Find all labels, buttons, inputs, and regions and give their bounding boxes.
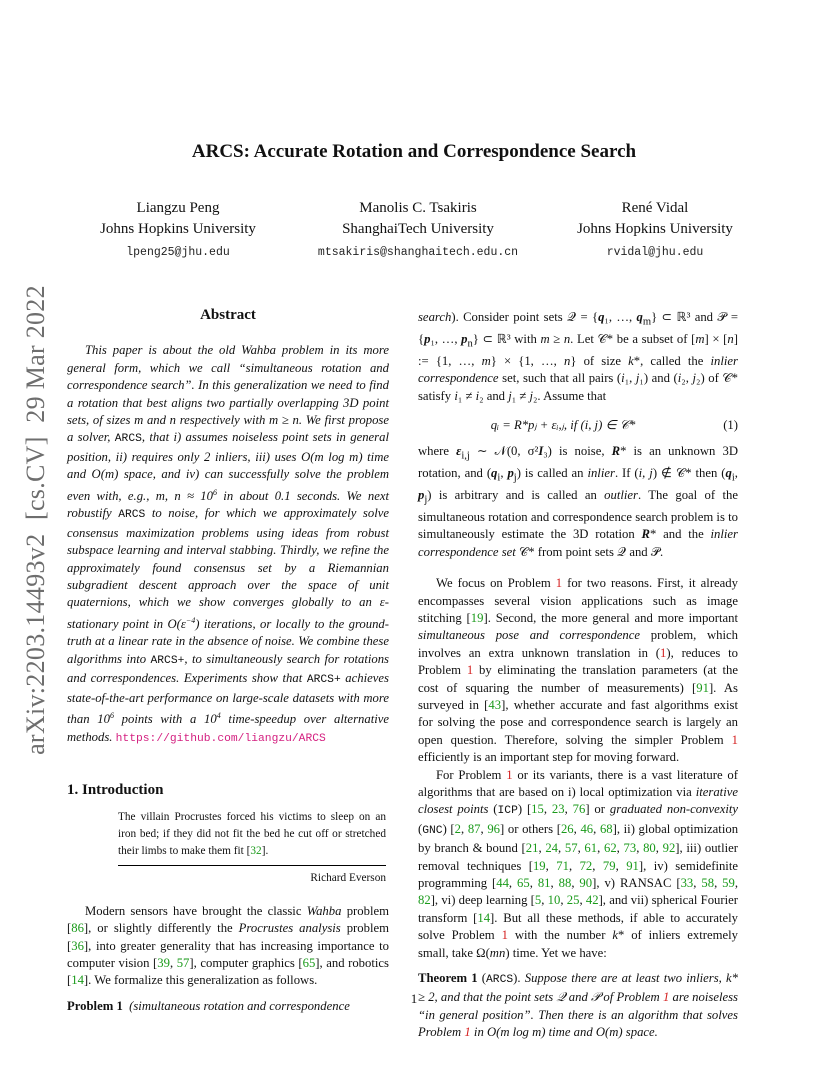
abstract-body: This paper is about the old Wahba problem in its more general form, which we call “simultaneous rotation and correspondence search”. In this generalization we need to find a rotation that best aligns two partially overlapping 3D point sets, of sizes m and n respectively with m ≥ n. We first propose a solver, ARCS, that i) assumes noiseless point sets in general position, ii) requires only 2 inliers, iii) uses O(m log m) time and O(m) space, and iv) can successfully solve the problem even with, e.g., m, $n \approx 10^6$ in about 0.1 seconds. We next robustify ARCS to noise, for which we approximately solve consensus maximization problems using ideas from robust subspace learning and interval stabbing. Thirdly, we refine the approximately found consensus set by a Riemannian subgradient descent approach over the space of unit quaternions, which we show converges globally to an ε-stationary point in $O(\varepsilon^{-4})$ iterations, or locally to the ground-truth at a linear rate in the absence of noise. We combine these algorithms into ARCS+, to simultaneously search for rotations and correspondences. Experiments show that ARCS+ achieves state-of-the-art performance on large-scale datasets with more than $10^6$ points with a $10^4$ time-speedup over alternative methods. https://github.com/liangzu/ARCS [67,343,390,745]
where-paragraph: where $\varepsilon_{i,j}$ ∼ 𝒩(0, σ²I₃) is noise, R* is an unknown 3D rotation, and ($q_i$, $p_j$) is called an inlier. If (i, j) ∉ 𝒞* then ($q_i$, $p_j$) is arbitrary and is called an outlier. The goal of the simultaneous rotation and correspondence search problem is to simultaneously estimate the 3D rotation R* and the inlier correspondence set 𝒞* from point sets 𝒬 and 𝒫. [418,444,738,559]
page-number: 1 [410,991,418,1006]
author-block-2 [298,198,538,263]
author-name: Liangzu Peng [136,200,220,216]
equation-1 [418,411,738,441]
author-name: René Vidal [621,200,689,216]
equation-number: (1) [723,418,738,433]
arxiv-stamp-text: arXiv:2203.14493v2 [cs.CV] 29 Mar 2022 [21,285,50,755]
author-affiliation: ShanghaiTech University [342,221,494,237]
focus-paragraph: We focus on Problem 1 for two reasons. First, it already encompasses several vision applications such as image stitching [19]. Second, the more general and more important simultaneous pose and correspondence problem, which involves an extra unknown translation in (1), reduces to Problem 1 by eliminating the translation parameters (at the cost of squaring the number of measurements) [91]. As surveyed in [43], whether accurate and fast algorithms exist for solving the pose and correspondence search is largely an open question. Therefore, solving the simpler Problem 1 efficiently is an important step for moving forward. [418,576,738,765]
epigraph-rule [118,865,386,866]
problem-name: (simultaneous rotation and correspondence [129,998,350,1013]
epigraph-quote: The villain Procrustes forced his victims to sleep on an iron bed; if they did not fit the bed he cut off or stretched their limbs to make them fit [32]. [118,811,386,857]
code-link[interactable]: https://github.com/liangzu/ARCS [115,732,326,745]
theorem-1: Theorem 1 (ARCS). Suppose there are at least two inliers, k* ≥ 2, and that the point sets 𝒬 and 𝒫 of Problem 1 are noiseless “in general position”. Then there is an algorithm that solves Problem 1 in O(m log m) time and O(m) space. [418,971,738,1040]
abstract-heading: Abstract [200,307,256,323]
equation-body: qᵢ = R*pⱼ + εᵢ,ⱼ, if (i, j) ∈ 𝒞* [490,418,636,433]
arxiv-stamp [16,280,56,760]
author-block-1 [68,198,288,263]
author-affiliation: Johns Hopkins University [577,221,733,237]
author-block-3 [545,198,765,263]
literature-paragraph: For Problem 1 or its variants, there is a vast literature of algorithms that are based on i) local optimization via iterative closest points (ICP) [15, 23, 76] or graduated non-convexity (GNC) [2, 87, 96] or others [26, 46, 68], ii) global optimization by branch & bound [21, 24, 57, 61, 62, 73, 80, 92], iii) outlier removal techniques [19, 71, 72, 79, 91], iv) semidefinite programming [44, 65, 81, 88, 90], v) RANSAC [33, 58, 59, 82], vi) deep learning [5, 10, 25, 42], and vii) spherical Fourier transform [14]. But all these methods, if able to accurately solve Problem 1 with the number k* of inliers extremely small, take Ω(mn) time. Yet we have: [418,767,739,960]
problem-definition: search). Consider point sets 𝒬 = {q₁, …, $q_m$} ⊂ ℝ³ and 𝒫 = {p₁, …, $p_n$} ⊂ ℝ³ with m ≥ n. Let 𝒞* be a subset of [m] × [n] := {1, …, m} × {1, …, n} of size k*, called the inlier correspondence set, such that all pairs (i₁, j₁) and (i₂, j₂) of 𝒞* satisfy i₁ ≠ i₂ and j₁ ≠ j₂. Assume that [418,310,738,403]
author-email[interactable]: rvidal@jhu.edu [606,246,704,259]
epigraph-author: Richard Everson [310,872,386,885]
theorem-label: Theorem 1 [418,971,478,986]
intro-paragraph: Modern sensors have brought the classic Wahba problem [86], or slightly differently the Procrustes analysis problem [36], into greater generality that has increasing importance to computer vision [39, 57], computer graphics [65], and robotics [14]. We formalize this generalization as follows. [67,903,389,988]
author-name: Manolis C. Tsakiris [359,200,477,216]
paper-title: ARCS: Accurate Rotation and Correspondence Search [191,141,637,162]
problem-label: Problem 1 [67,998,123,1013]
intro-heading: 1. Introduction [67,782,164,799]
right-column [418,309,738,1042]
author-affiliation: Johns Hopkins University [100,221,256,237]
author-email[interactable]: mtsakiris@shanghaitech.edu.cn [317,246,519,259]
left-column [67,307,389,1015]
author-email[interactable]: lpeng25@jhu.edu [126,246,230,259]
